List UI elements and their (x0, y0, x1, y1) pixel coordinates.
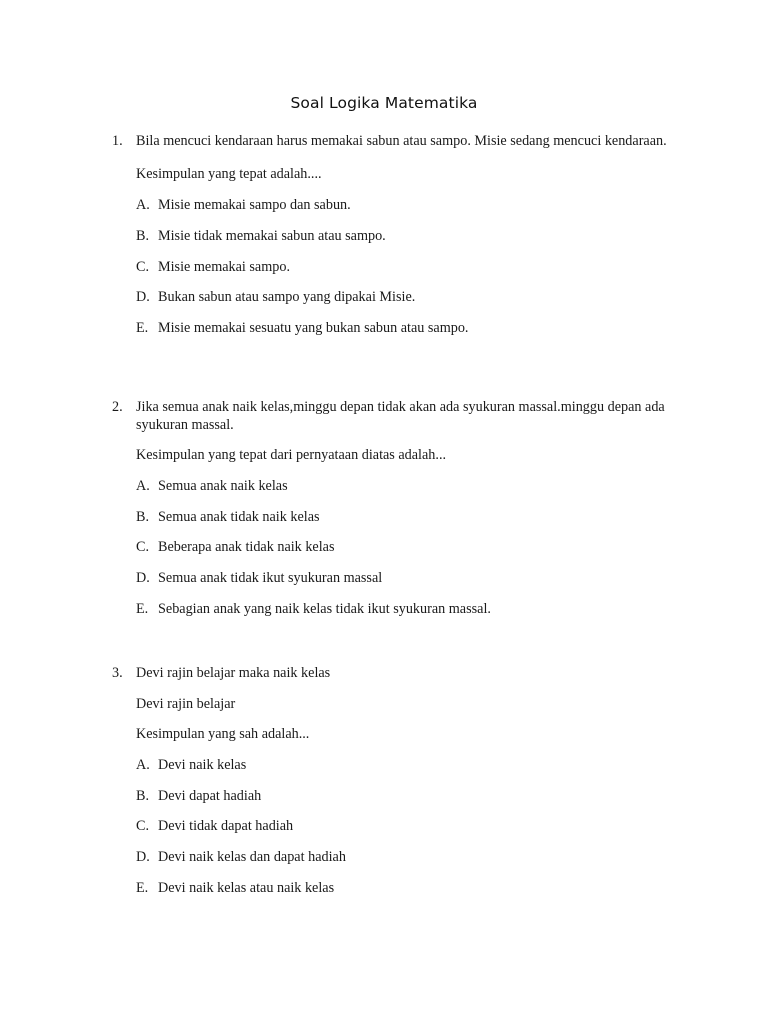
answer-option-a (136, 478, 692, 496)
option-letter: B. (136, 227, 150, 244)
question-prompt: Kesimpulan yang sah adalah... (136, 726, 310, 742)
answer-option-c (136, 259, 692, 277)
option-text: Devi naik kelas (158, 756, 247, 773)
answer-option-e (136, 880, 692, 898)
answer-option-d (136, 289, 692, 307)
option-text: Bukan sabun atau sampo yang dipakai Misie. (158, 289, 416, 306)
question-3 (112, 665, 692, 897)
answer-option-d (136, 570, 692, 588)
option-text: Misie memakai sesuatu yang bukan sabun atau sampo. (158, 320, 469, 337)
answer-option-b (136, 228, 692, 246)
question-stem: Bila mencuci kendaraan harus memakai sabun atau sampo. Misie sedang mencuci kendaraan. (136, 133, 667, 149)
option-letter: D. (136, 849, 150, 866)
page-title: Soal Logika Matematika (290, 94, 478, 112)
option-text: Devi tidak dapat hadiah (158, 818, 294, 835)
question-1 (112, 133, 692, 338)
option-text: Devi dapat hadiah (158, 787, 262, 804)
option-text: Semua anak tidak naik kelas (158, 508, 320, 525)
answer-option-e (136, 601, 692, 619)
answer-option-c (136, 818, 692, 836)
option-letter: C. (136, 818, 150, 835)
option-text: Misie tidak memakai sabun atau sampo. (158, 227, 386, 244)
option-letter: A. (136, 197, 150, 213)
answer-option-b (136, 509, 692, 527)
option-letter: A. (136, 756, 150, 773)
option-text: Devi naik kelas dan dapat hadiah (158, 849, 346, 866)
option-letter: E. (136, 879, 149, 896)
option-letter: D. (136, 570, 150, 587)
option-letter: D. (136, 289, 150, 306)
option-text: Semua anak naik kelas (158, 477, 288, 494)
question-number: 1. (112, 133, 123, 149)
question-stem: Devi rajin belajar maka naik kelas (136, 665, 331, 681)
answer-option-e (136, 320, 692, 338)
option-letter: C. (136, 258, 150, 275)
answer-option-a (136, 757, 692, 775)
option-text: Semua anak tidak ikut syukuran massal (158, 570, 383, 587)
option-text: Beberapa anak tidak naik kelas (158, 539, 335, 556)
option-letter: C. (136, 539, 150, 556)
option-letter: A. (136, 477, 150, 494)
option-text: Misie memakai sampo dan sabun. (158, 197, 351, 213)
question-prompt: Kesimpulan yang tepat adalah.... (136, 165, 322, 182)
question-number: 2. (112, 399, 123, 415)
option-text: Devi naik kelas atau naik kelas (158, 879, 335, 896)
option-text: Sebagian anak yang naik kelas tidak ikut syukuran massal. (158, 600, 491, 617)
answer-option-b (136, 788, 692, 806)
option-letter: B. (136, 787, 150, 804)
question-number: 3. (112, 665, 123, 681)
answer-option-d (136, 849, 692, 867)
question-premise: Devi rajin belajar (136, 695, 236, 712)
question-2 (112, 399, 692, 618)
answer-option-a (136, 197, 692, 215)
question-prompt: Kesimpulan yang tepat dari pernyataan diatas adalah... (136, 447, 447, 463)
question-stem: Jika semua anak naik kelas,minggu depan tidak akan ada syukuran massal.minggu depan ada syukuran massal. (136, 399, 665, 433)
option-letter: E. (136, 320, 149, 337)
option-letter: B. (136, 508, 150, 525)
option-text: Misie memakai sampo. (158, 258, 290, 275)
option-letter: E. (136, 600, 149, 617)
answer-option-c (136, 539, 692, 557)
